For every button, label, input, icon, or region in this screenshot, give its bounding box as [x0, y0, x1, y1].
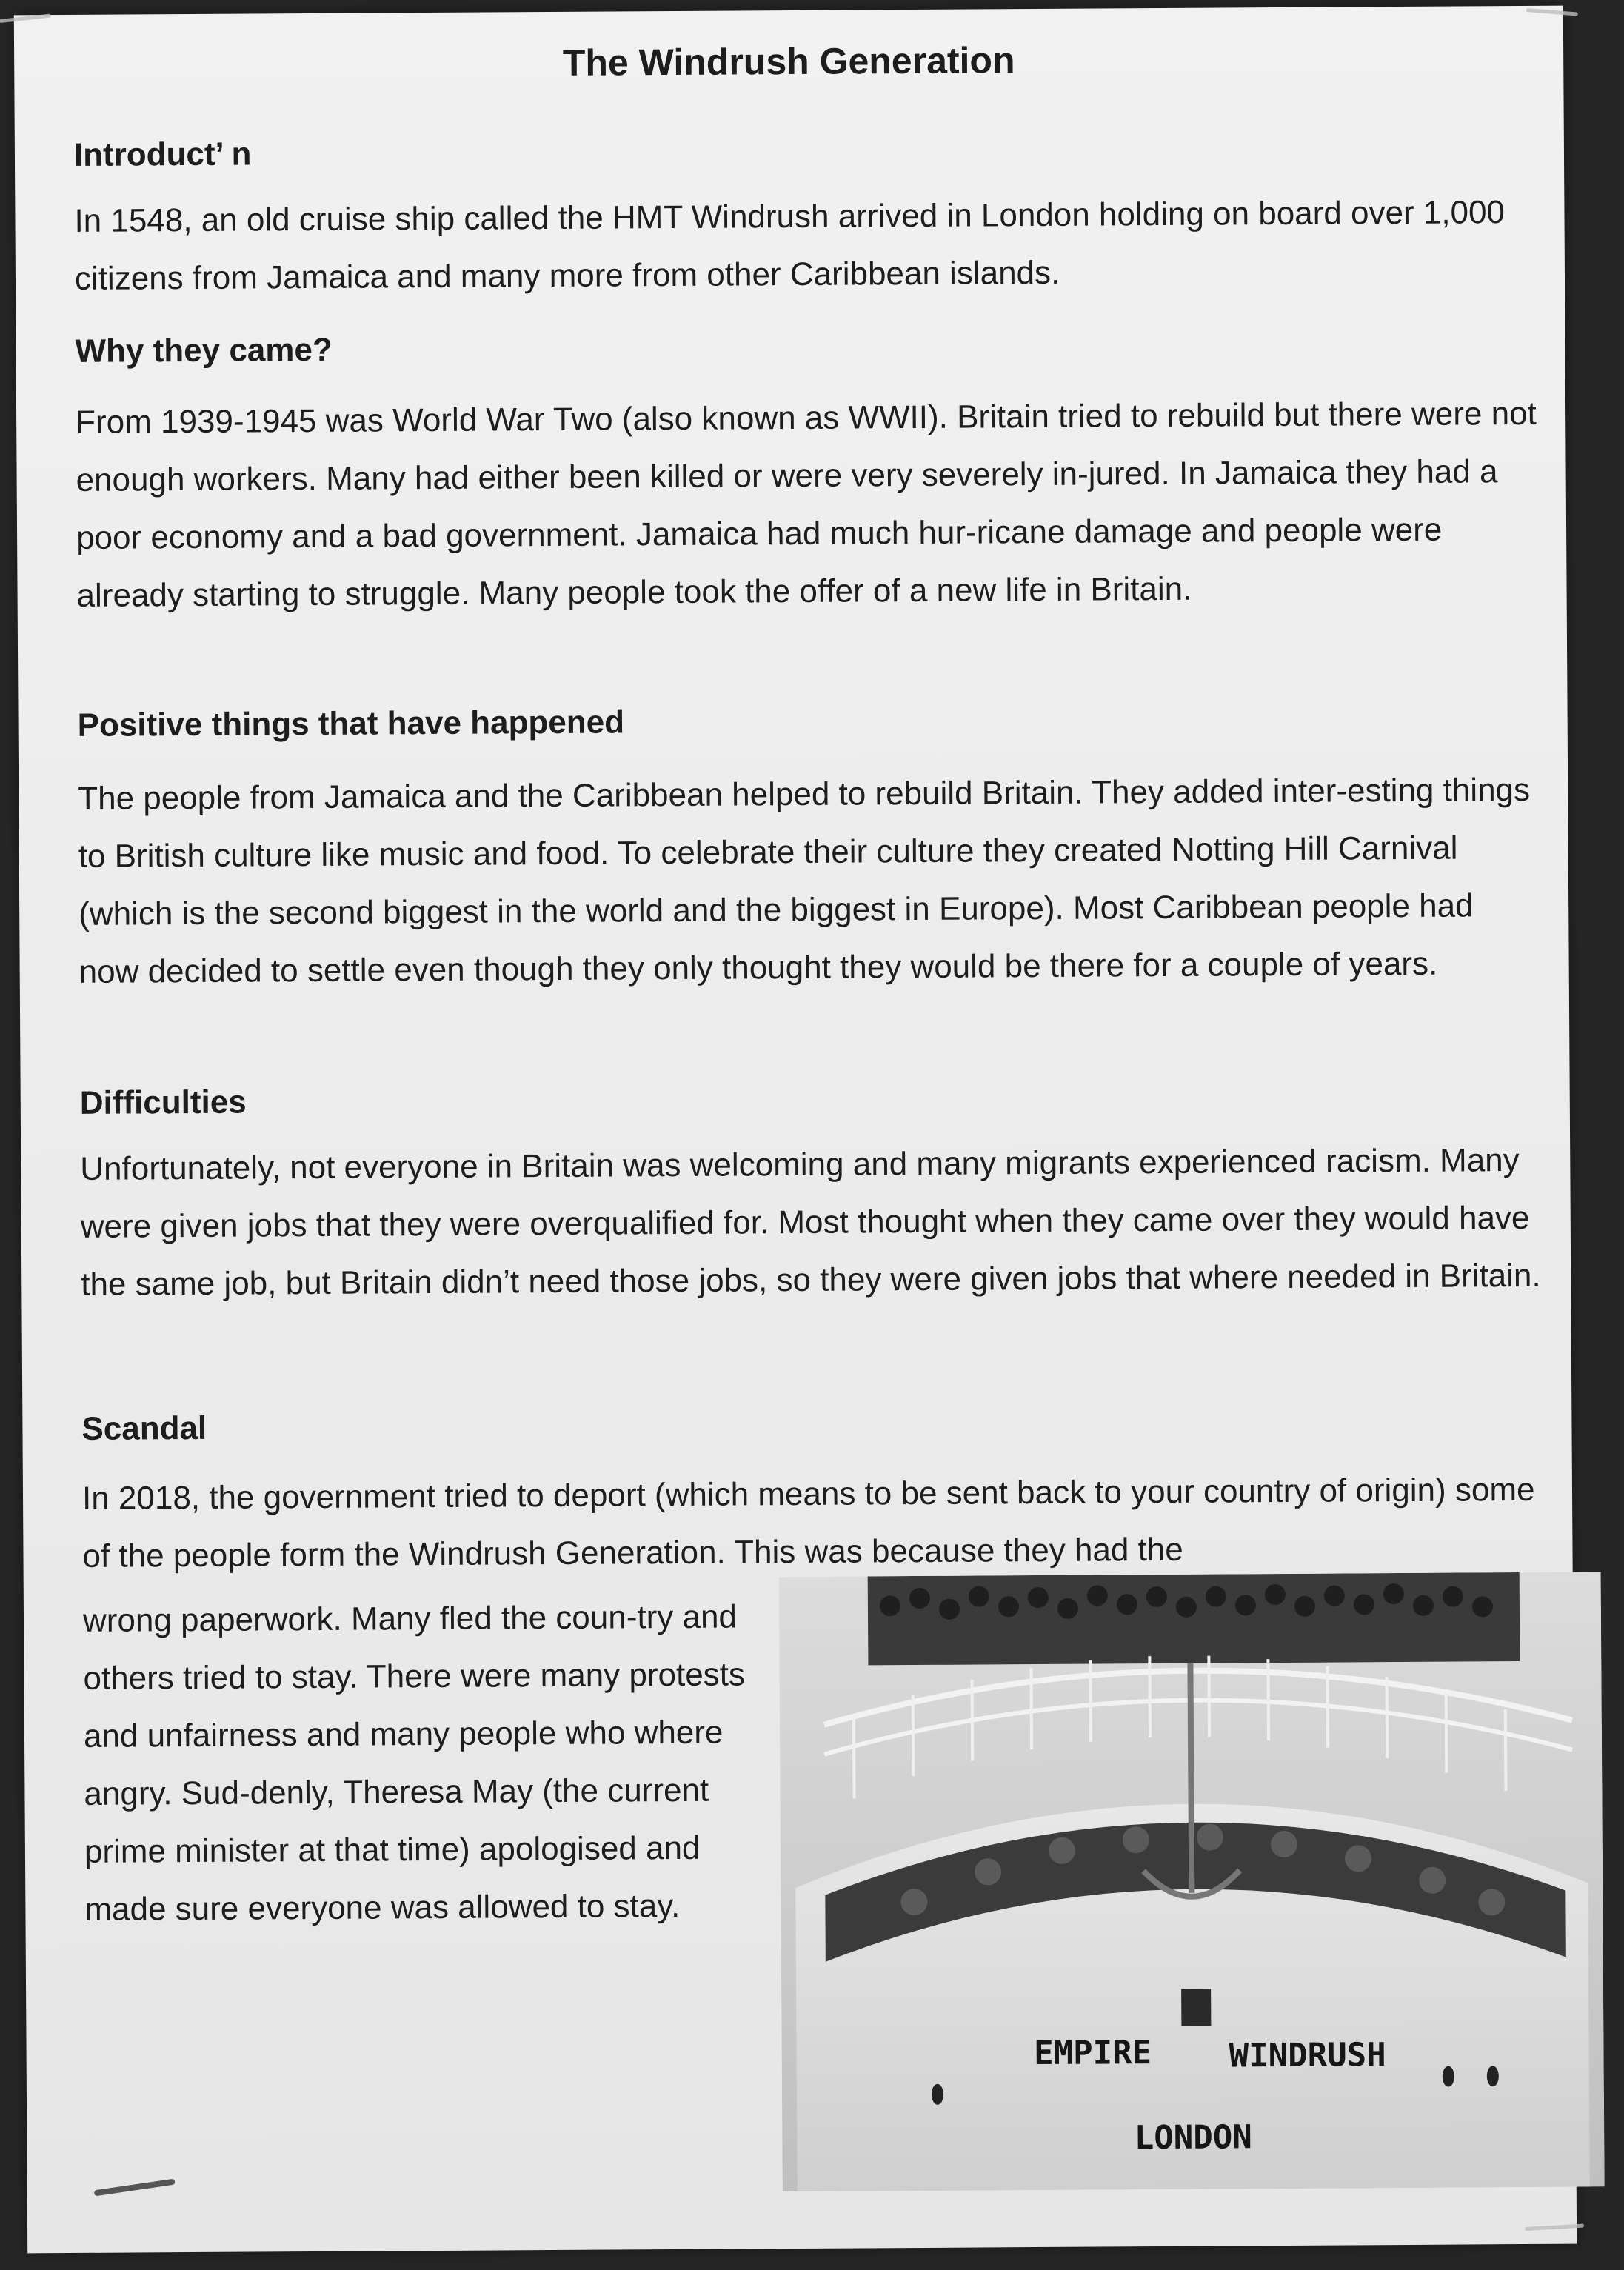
heading-difficulties: Difficulties [79, 1084, 247, 1121]
ship-name-empire: EMPIRE [1033, 2034, 1152, 2073]
heading-positive-things: Positive things that have happened [77, 704, 625, 744]
paragraph-scandal-continued: wrong paperwork. Many fled the coun-try and others tried to stay. There were many protests and unfairness and many people who where angry. Sud-denly, Theresa May (the current prime minister at that time) apologised and made sure everyone was allowed to stay. [82, 1598, 746, 1928]
tape-mark [1526, 8, 1578, 16]
paragraph-introduction: In 1​548, an old cruise ship called the HMT Windrush arrived in London holding on board over 1,000 citizens from Jamaica and many more from other Caribbean islands. [74, 194, 1506, 297]
ship-port-london: LONDON [1134, 2118, 1252, 2157]
ship-image [779, 1572, 1605, 2191]
heading-why-they-came: Why they came? [75, 331, 333, 370]
paragraph-scandal: In 2018, the government tried to deport (which means to be sent back to your country of origin) some of the people form the Windrush Generation. This was because they had the [81, 1471, 1535, 1575]
heading-scandal: Scandal [81, 1409, 207, 1447]
paragraph-why-they-came: From 1939-1945 was World War Two (also known as WWII). Britain tried to rebuild but there were not enough workers. Many had either been killed or were very severely in-jured. In Jamaica they had a poor economy and a bad government. Jamaica had much hur-ricane damage and people were already starting to struggle. Many people took the offer of a new life in Britain. [76, 395, 1537, 614]
page-title: The Windrush Generation [562, 39, 1015, 84]
pen-mark [94, 2179, 176, 2197]
document-page [14, 6, 1577, 2254]
paragraph-difficulties: Unfortunately, not everyone in Britain was welcoming and many migrants experienced racism. Many were given jobs that they were overqualified for. Most thought when they came over they would have the same job, but Britain didn’t need those jobs, so they were given jobs that where needed in Britain. [80, 1142, 1541, 1303]
tape-mark [1525, 2223, 1584, 2231]
windrush-ship-photo [779, 1572, 1605, 2191]
tape-mark [0, 13, 51, 23]
heading-introduction: Introduct’ n [73, 136, 252, 173]
ship-name-windrush: WINDRUSH [1229, 2036, 1386, 2075]
paragraph-positive-things: The people from Jamaica and the Caribbean helped to rebuild Britain. They added inter-esting things to British culture like music and food. To celebrate their culture they created Notting Hill Carnival (which is the second biggest in the world and the biggest in Europe). Most Caribbean people had now decided to settle even though they only thought they would be there for a couple of years. [78, 771, 1531, 990]
